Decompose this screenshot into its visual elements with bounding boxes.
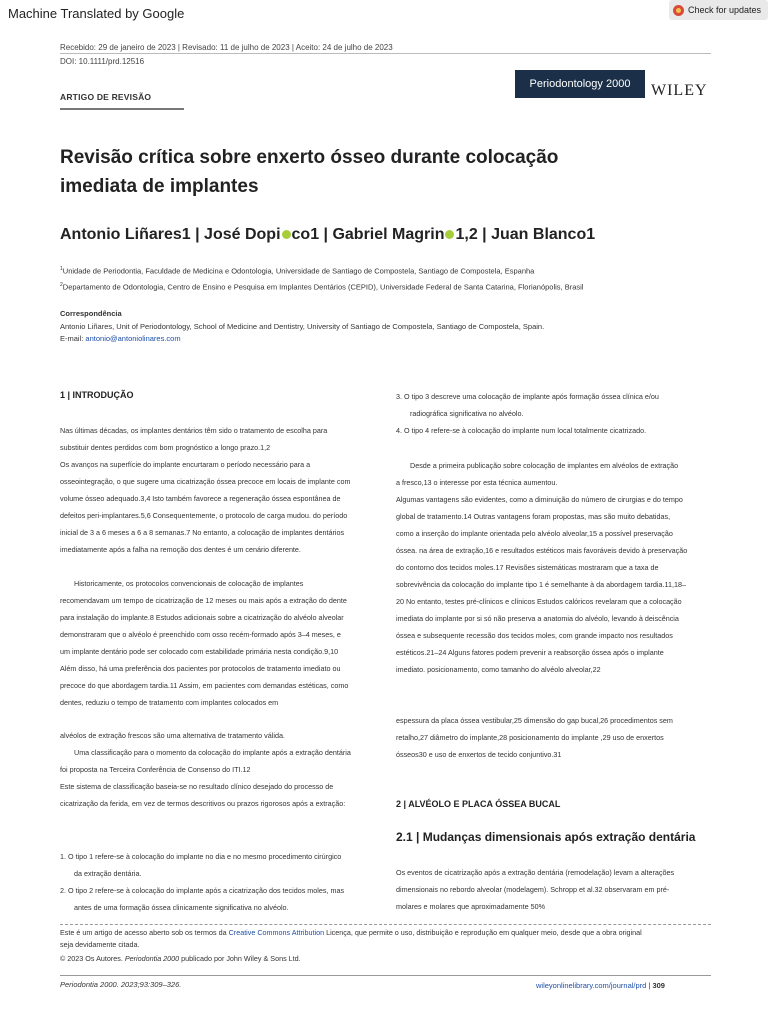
crossmark-icon [673, 5, 684, 16]
article-dates: Recebido: 29 de janeiro de 2023 | Revisado: 11 de julho de 2023 | Aceito: 24 de julho de 2023 [60, 43, 393, 52]
check-for-updates-button[interactable] [669, 0, 768, 20]
page-number: 309 [652, 981, 665, 990]
article-doi: DOI: 10.1111/prd.12516 [60, 57, 145, 66]
author-segment: co1 | Gabriel Magrin [291, 226, 445, 243]
email-link[interactable]: antonio@antoniolinares.com [85, 334, 181, 343]
paragraph: espessura da placa óssea vestibular,25 dimensão do gap bucal,26 procedimentos sem retalho,27 diâmetro do implante,28 posicionamento do implante ,29 uso de enxertos ósseos30 e uso de enxertos de tecido conjuntivo.31 [396, 716, 673, 759]
license-link[interactable]: Creative Commons Attribution [228, 928, 325, 937]
subsection-heading: 2.1 | Mudanças dimensionais após extração dentária [396, 830, 696, 844]
license-note-cont: seja devidamente citada. [60, 940, 140, 949]
article-type-underline [60, 108, 184, 110]
journal-site-link[interactable]: wileyonlinelibrary.com/journal/prd [536, 981, 647, 990]
section-heading-alveolus: 2 | ALVÉOLO E PLACA ÓSSEA BUCAL [396, 799, 561, 809]
type-list [396, 388, 659, 439]
footer-site: wileyonlinelibrary.com/journal/prd | 309 [536, 981, 665, 990]
header-rule [60, 53, 711, 54]
list-item: 4. O tipo 4 refere-se à colocação do implante num local totalmente cicatrizado. [396, 426, 647, 435]
list-item: 2. O tipo 2 refere-se à colocação do implante após a cicatrização dos tecidos moles, mas [60, 886, 345, 895]
license-note: Este é um artigo de acesso aberto sob os termos da Creative Commons Attribution Licença, que permite o uso, distribuição e reprodução em qualquer meio, desde que a obra original [60, 928, 642, 937]
title-line: imediata de implantes [60, 176, 259, 197]
paragraph: Uma classificação para o momento da colocação do implante após a extração dentária foi proposta na Terceira Conferência de Consenso do ITI.12 Este sistema de classificação baseia-se no resultado clínico desejado do processo de cicatrização da ferida, em vez de termos descritivos ou prazos rigorosos após a extração: [60, 748, 351, 808]
article-title [60, 143, 660, 201]
article-type: ARTIGO DE REVISÃO [60, 92, 152, 102]
list-item: 3. O tipo 3 descreve uma colocação de implante após formação óssea clínica e/ou [396, 392, 659, 401]
paragraph: Nas últimas décadas, os implantes dentários têm sido o tratamento de escolha para substituir dentes perdidos com bom prognóstico a longo prazo.1,2 Os avanços na superfície do implante encurtaram o período necessário para a osseointegração, o que sugere uma cicatrização óssea precoce em locais de implante com volume ósseo adequado.3,4 Isto também favorece a regeneração óssea espontânea de defeitos peri-implantares.5,6 Consequentemente, o protocolo de carga mudou. do período inicial de 3 a 6 meses a 6 a 8 semanas.7 No entanto, a colocação de implantes dentários imediatamente após a falha na remoção dos dentes é um cenário diferente. [60, 426, 351, 554]
paragraph: alvéolos de extração frescos são uma alternativa de tratamento válida. [60, 731, 285, 740]
paragraph: Desde a primeira publicação sobre colocação de implantes em alvéolos de extração a fresco,13 o interesse por esta técnica aumentou. Algumas vantagens são evidentes, como a diminuição do número de cirurgias e do tempo global de tratamento.14 Outras vantagens foram propostas, mas são muito debatidas, como a inserção do implante orientada pelo alvéolo alveolar,15 a possível preservação óssea. na área de extração,16 e resultados estéticos mais favoráveis devido à preservação do contorno dos tecidos moles.17 Revisões sistemáticas mostraram que a taxa de sobrevivência da colocação do implante tipo 1 é semelhante à da abordagem tardia.11,18– 20 No entanto, testes pré-clínicos e clínicos Estudos calóricos revelaram que a colocação imediata do implante por si só não preserva a anatomia do alvéolo, levando à deiscência óssea e subsequente recessão dos tecidos moles, com grande impacto nos resultados estéticos.21–24 Alguns fatores podem prevenir a reabsorção óssea após o implante imediato. posicionamento, como tamanho do alvéolo alveolar,22 [396, 461, 688, 674]
publisher-logo: WILEY [651, 82, 708, 99]
correspondence-address: Antonio Liñares, Unit of Periodontology, School of Medicine and Dentistry, University of Santiago de Compostela, Santiago de Compostela, Spain. [60, 322, 545, 331]
correspondence-heading: Correspondência [60, 309, 122, 318]
affiliation: $^1$Unidade de Periodontia, Faculdade de Medicina e Odontologia, Universidade de Santiago de Compostela, Santiago de Compostela, Espanha [60, 266, 535, 276]
list-item: radiográfica significativa no alvéolo. [410, 409, 524, 418]
list-item: 1. O tipo 1 refere-se à colocação do implante no dia e no mesmo procedimento cirúrgico [60, 852, 342, 861]
list-item: antes de uma formação óssea clinicamente significativa no alvéolo. [74, 903, 289, 912]
machine-translation-banner: Machine Translated by Google [8, 6, 185, 21]
copyright-note: © 2023 Os Autores. Periodontia 2000 publicado por John Wiley & Sons Ltd. [60, 954, 301, 963]
orcid-icon[interactable] [282, 230, 291, 239]
section-heading-introduction: 1 | INTRODUÇÃO [60, 390, 134, 400]
orcid-icon[interactable] [445, 230, 454, 239]
journal-logo: Periodontology 2000 [515, 70, 645, 98]
paragraph: Os eventos de cicatrização após a extração dentária (remodelação) levam a alterações dimensionais no rebordo alveolar (modelagem). Schropp et al.32 observaram em pré- molares e molares que aproximadamente 50% [396, 868, 675, 911]
list-item: da extração dentária. [74, 869, 142, 878]
affiliation: $^2$Departamento de Odontologia, Centro de Ensino e Pesquisa em Implantes Dentários (CEPID), Universidade Federal de Santa Catarina, Florianópolis, Brasil [60, 282, 584, 292]
correspondence-email: E-mail: antonio@antoniolinares.com [60, 334, 181, 343]
author-segment: 1,2 | Juan Blanco1 [455, 226, 596, 243]
author-segment: Antonio Liñares1 | José Dopi [60, 226, 281, 243]
title-line: Revisão crítica sobre enxerto ósseo durante colocação [60, 147, 559, 168]
journal-citation: Periodontia 2000. 2023;93:309–326. [60, 980, 182, 989]
footnote-separator [60, 924, 711, 925]
paragraph: Historicamente, os protocolos convencionais de colocação de implantes recomendavam um tempo de cicatrização de 12 meses ou mais após a extração do dente para instalação do implante.8 Estudos adicionais sobre a cicatrização do alvéolo alveolar demonstraram que o alvéolo é preenchido com osso recém-formado após 3–4 meses, e um implante dentário pode ser colocado com estabilidade primária nesta condição.9,10 Além disso, há uma preferência dos pacientes por protocolos de tratamento imediato ou precoce do que abordagem tardia.11 Assim, em pacientes com demandas estéticas, como dentes, reduziu o tempo de tratamento com implantes colocados em [60, 579, 349, 707]
check-for-updates-label: Check for updates [688, 5, 762, 15]
author-list [60, 226, 595, 244]
footer-rule [60, 975, 711, 976]
type-list [60, 848, 344, 916]
